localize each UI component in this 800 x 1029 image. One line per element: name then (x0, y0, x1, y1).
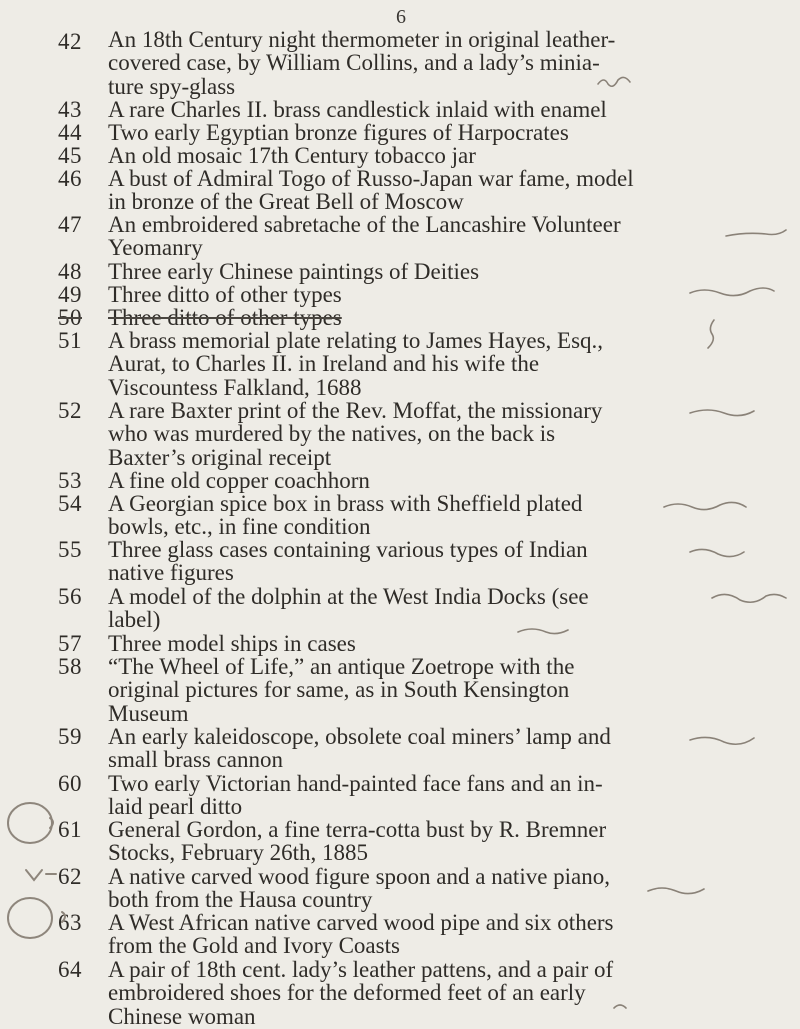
lot-number: 47 (58, 212, 82, 237)
lot-description: A rare Baxter print of the Rev. Moffat, the missionary who was murdered by the natives, on the back is Baxter’s original receipt (108, 398, 603, 470)
lot-number: 59 (58, 724, 82, 749)
lot-number: 60 (58, 771, 82, 796)
margin-circle-63 (8, 898, 52, 938)
lot-number: 49 (58, 282, 82, 307)
lot-description: An embroidered sabretache of the Lancashire Volunteer Yeomanry (108, 212, 621, 261)
lot-description: A bust of Admiral Togo of Russo-Japan war fame, model in bronze of the Great Bell of Moscow (108, 166, 634, 215)
lot-number: 63 (58, 910, 82, 935)
lot-number: 56 (58, 584, 82, 609)
lot-description: Two early Egyptian bronze figures of Harpocrates (108, 120, 569, 145)
lot-description: A pair of 18th cent. lady’s leather pattens, and a pair of embroidered shoes for the deformed feet of an early Chinese woman (108, 957, 614, 1029)
lot-number: 64 (58, 957, 82, 982)
lot-description: An early kaleidoscope, obsolete coal miners’ lamp and small brass cannon (108, 724, 611, 773)
scribble-mark (712, 594, 786, 602)
lot-description: A model of the dolphin at the West India Docks (see label) (108, 584, 589, 633)
lot-description: A native carved wood figure spoon and a native piano, both from the Hausa country (108, 864, 611, 913)
lot-description: A West African native carved wood pipe and six others from the Gold and Ivory Coasts (108, 910, 614, 959)
lot-description: A brass memorial plate relating to James Hayes, Esq., Aurat, to Charles II. in Ireland and his wife the Viscountess Falkland, 1688 (108, 328, 604, 400)
lot-number: 52 (58, 398, 82, 423)
lot-description: A Georgian spice box in brass with Sheffield plated bowls, etc., in fine condition (108, 491, 583, 540)
lot-description: An 18th Century night thermometer in original leather- covered case, by William Collins, and a lady’s minia- ture spy-glass (108, 27, 616, 99)
lot-number: 43 (58, 97, 82, 122)
scribble-mark (726, 230, 786, 236)
lot-description: Three glass cases containing various types of Indian native figures (108, 537, 588, 586)
lot-number: 50 (58, 305, 82, 330)
lot-description: General Gordon, a fine terra-cotta bust by R. Bremner Stocks, February 26th, 1885 (108, 817, 607, 866)
lot-description: Three ditto of other types (108, 305, 342, 330)
lot-number: 46 (58, 166, 82, 191)
lot-number: 58 (58, 654, 82, 679)
lot-number: 54 (58, 491, 82, 516)
lot-number: 61 (58, 817, 82, 842)
lot-number: 42 (58, 29, 82, 54)
page-number: 6 (396, 6, 406, 28)
lot-description: “The Wheel of Life,” an antique Zoetrope with the original pictures for same, as in South Kensington Museum (108, 654, 575, 726)
lot-number: 57 (58, 631, 82, 656)
lot-description: A rare Charles II. brass candlestick inlaid with enamel (108, 97, 607, 122)
lot-description: Three model ships in cases (108, 631, 356, 656)
lot-number: 55 (58, 537, 82, 562)
margin-bracket-61 (50, 818, 53, 828)
lot-description: A fine old copper coachhorn (108, 468, 370, 493)
lot-description: Two early Victorian hand-painted face fans and an in- laid pearl ditto (108, 771, 603, 820)
lot-number: 51 (58, 328, 82, 353)
lot-number: 44 (58, 120, 82, 145)
margin-circle-61 (8, 803, 52, 843)
lot-number: 62 (58, 864, 82, 889)
lot-description: Three early Chinese paintings of Deities (108, 259, 480, 284)
lot-number: 48 (58, 259, 82, 284)
margin-mark-62 (26, 870, 56, 880)
lot-number: 53 (58, 468, 82, 493)
lot-description: An old mosaic 17th Century tobacco jar (108, 143, 476, 168)
lot-description: Three ditto of other types (108, 282, 342, 307)
lot-number: 45 (58, 143, 82, 168)
